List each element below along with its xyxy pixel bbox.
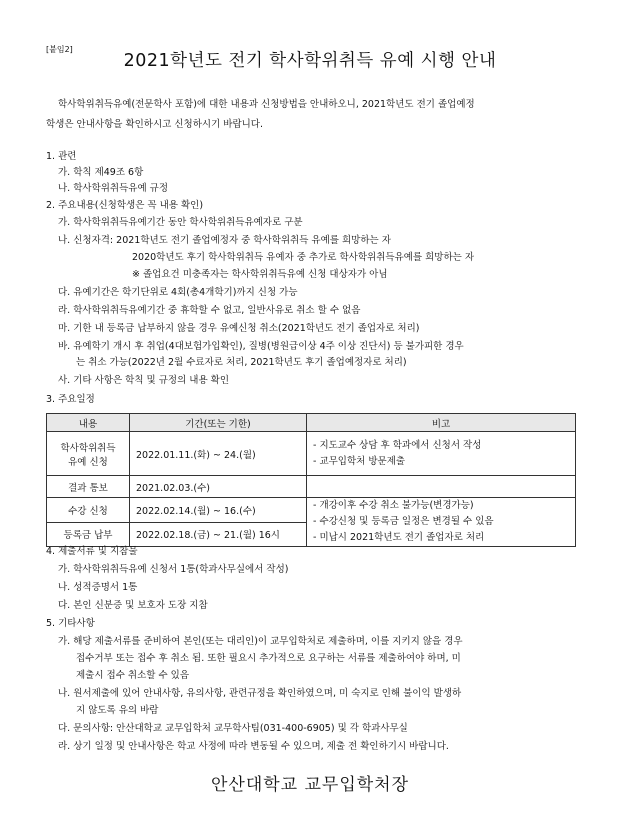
section2-item: 나. 신청자격: 2021학년도 전기 졸업예정자 중 학사학위취득 유예를 희망하는 자 bbox=[58, 235, 391, 246]
section3-heading: 3. 주요일정 bbox=[46, 394, 95, 405]
section5-item: 라. 상기 일정 및 안내사항은 학교 사정에 따라 변동될 수 있으며, 제출 전 확인하기시 바랍니다. bbox=[58, 741, 449, 752]
table-cell-remark bbox=[307, 476, 576, 498]
remark-text: - 지도교수 상담 후 학과에서 신청서 작성 bbox=[313, 439, 482, 451]
table-row bbox=[47, 476, 576, 498]
section2-heading: 2. 주요내용(신청학생은 꼭 내용 확인) bbox=[46, 200, 204, 211]
remark-text: - 교무입학처 방문제출 bbox=[313, 455, 406, 467]
section5-item-cont: 제출시 접수 취소할 수 있음 bbox=[76, 670, 190, 681]
section4-heading: 4. 제출서류 및 지참물 bbox=[46, 546, 138, 557]
remark-text: - 수강신청 및 등록금 일정은 변경될 수 있음 bbox=[313, 516, 494, 527]
table-cell-period: 2022.02.14.(월) ~ 16.(수) bbox=[130, 498, 307, 523]
signature: 안산대학교 교무입학처장 bbox=[210, 775, 410, 795]
schedule-table bbox=[46, 413, 576, 547]
section5-item: 다. 문의사항: 안산대학교 교무입학처 교무학사팀(031-400-6905) 및 각 학과사무실 bbox=[58, 723, 408, 734]
table-header-row bbox=[47, 414, 576, 432]
table-cell-period: 2022.02.18.(금) ~ 21.(월) 16시 bbox=[130, 522, 307, 547]
remark-text: - 개강이후 수강 취소 불가능(변경가능) bbox=[313, 500, 474, 511]
section2-note: ※ 졸업요건 미충족자는 학사학위취득유예 신청 대상자가 아님 bbox=[132, 269, 388, 280]
section2-item: 마. 기한 내 등록금 납부하지 않을 경우 유예신청 취소(2021학년도 전기 졸업자로 처리) bbox=[58, 323, 420, 334]
table-cell-content: 수강 신청 bbox=[47, 498, 130, 523]
section2-item: 바. 유예학기 개시 후 취업(4대보험가입확인), 질병(병원급이상 4주 이상 진단서) 등 불가피한 경우 bbox=[58, 341, 464, 352]
section5-item: 가. 해당 제출서류를 준비하여 본인(또는 대리인)이 교무입학처로 제출하며, 이를 지키지 않을 경우 bbox=[58, 636, 463, 647]
table-cell-content: 결과 통보 bbox=[47, 476, 130, 498]
section2-item: 사. 기타 사항은 학칙 및 규정의 내용 확인 bbox=[58, 375, 229, 386]
table-cell-period: 2021.02.03.(수) bbox=[130, 476, 307, 498]
intro-line-2: 학생은 안내사항을 확인하시고 신청하시기 바랍니다. bbox=[46, 119, 263, 130]
section2-item-cont: 는 취소 가능(2022년 2월 수료자로 처리, 2021학년도 후기 졸업예정자로 처리) bbox=[76, 357, 407, 368]
section4-item: 다. 본인 신분증 및 보호자 도장 지참 bbox=[58, 600, 208, 611]
section2-item-cont: 2020학년도 후기 학사학위취득 유예자 중 추가로 학사학위취득유예를 희망하는 자 bbox=[132, 252, 474, 263]
section5-item-cont: 접수거부 또는 접수 후 취소 됨. 또한 필요시 추가적으로 요구하는 서류를 제출하여야 하며, 미 bbox=[76, 653, 461, 664]
table-row bbox=[47, 432, 576, 476]
document-title: 2021학년도 전기 학사학위취득 유예 시행 안내 bbox=[123, 51, 497, 71]
remark-text: - 미납시 2021학년도 전기 졸업자로 처리 bbox=[313, 532, 485, 543]
section1-item: 나. 학사학위취득유예 규정 bbox=[58, 183, 169, 194]
table-cell-remark-shared bbox=[307, 498, 576, 547]
table-cell-content bbox=[47, 432, 130, 476]
section5-heading: 5. 기타사항 bbox=[46, 618, 95, 629]
table-cell-remark bbox=[307, 432, 576, 476]
table-header-cell: 비고 bbox=[307, 414, 576, 432]
section4-item: 가. 학사학위취득유예 신청서 1통(학과사무실에서 작성) bbox=[58, 564, 289, 575]
section1-item: 가. 학칙 제49조 6항 bbox=[58, 167, 144, 178]
section2-item: 라. 학사학위취득유예기간 중 휴학할 수 없고, 일반사유로 취소 할 수 없음 bbox=[58, 305, 361, 316]
table-cell-period: 2022.01.11.(화) ~ 24.(월) bbox=[130, 432, 307, 476]
section2-item: 가. 학사학위취득유예기간 동안 학사학위취득유예자로 구분 bbox=[58, 217, 303, 228]
attachment-label: [붙임2] bbox=[46, 45, 73, 54]
table-cell-content: 등록금 납부 bbox=[47, 522, 130, 547]
section5-item-cont: 지 않도록 유의 바람 bbox=[76, 705, 159, 716]
intro-paragraph bbox=[46, 95, 576, 135]
table-row bbox=[47, 498, 576, 523]
table-cell-text: 학사학위취득 bbox=[60, 442, 116, 454]
table-cell-text: 유예 신청 bbox=[68, 456, 108, 468]
intro-line-1: 학사학위취득유예(전문학사 포함)에 대한 내용과 신청방법을 안내하오니, 2021학년도 전기 졸업예정 bbox=[58, 99, 475, 110]
section1-heading: 1. 관련 bbox=[46, 151, 77, 162]
section4-item: 나. 성적증명서 1통 bbox=[58, 582, 138, 593]
table-header-cell: 내용 bbox=[47, 414, 130, 432]
section2-item: 다. 유예기간은 학기단위로 4회(총4개학기)까지 신청 가능 bbox=[58, 287, 298, 298]
table-header-cell: 기간(또는 기한) bbox=[130, 414, 307, 432]
section5-item: 나. 원서제출에 있어 안내사항, 유의사항, 관련규정을 확인하였으며, 미 숙지로 인해 불이익 발생하 bbox=[58, 688, 462, 699]
